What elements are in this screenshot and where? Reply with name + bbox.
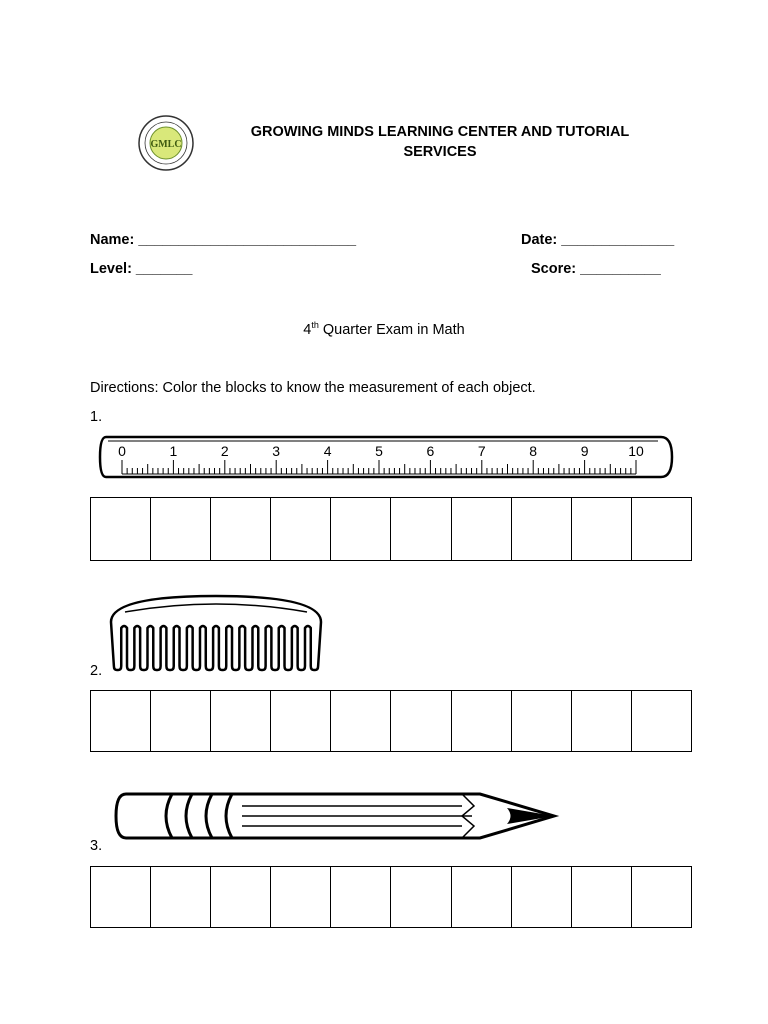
block-grid-1 bbox=[90, 497, 692, 561]
ruler-tick-label: 10 bbox=[628, 443, 644, 459]
color-block[interactable] bbox=[331, 867, 391, 927]
name-field[interactable]: Name: ___________________________ bbox=[90, 232, 357, 248]
color-block[interactable] bbox=[572, 498, 632, 560]
color-block[interactable] bbox=[452, 691, 512, 751]
ruler-tick-label: 8 bbox=[529, 443, 538, 459]
ruler-tick-label: 1 bbox=[169, 443, 178, 459]
color-block[interactable] bbox=[151, 691, 211, 751]
color-block[interactable] bbox=[391, 691, 451, 751]
school-logo bbox=[137, 114, 195, 172]
color-block[interactable] bbox=[271, 867, 331, 927]
color-block[interactable] bbox=[632, 691, 691, 751]
color-block[interactable] bbox=[271, 691, 331, 751]
color-block[interactable] bbox=[211, 498, 271, 560]
ruler-icon bbox=[96, 432, 676, 482]
color-block[interactable] bbox=[572, 867, 632, 927]
date-field[interactable]: Date: ______________ bbox=[521, 232, 675, 248]
exam-title bbox=[0, 320, 768, 338]
color-block[interactable] bbox=[452, 498, 512, 560]
color-block[interactable] bbox=[91, 498, 151, 560]
block-grid-3 bbox=[90, 866, 692, 928]
item-number-1: 1. bbox=[90, 409, 103, 425]
color-block[interactable] bbox=[391, 498, 451, 560]
color-block[interactable] bbox=[211, 691, 271, 751]
ruler-tick-label: 5 bbox=[375, 443, 383, 459]
color-block[interactable] bbox=[512, 867, 572, 927]
color-block[interactable] bbox=[211, 867, 271, 927]
color-block[interactable] bbox=[91, 691, 151, 751]
ruler-tick-label: 4 bbox=[323, 443, 332, 459]
color-block[interactable] bbox=[91, 867, 151, 927]
ruler-tick-label: 2 bbox=[220, 443, 229, 459]
item-number-2: 2. bbox=[90, 663, 103, 679]
ruler-tick-label: 7 bbox=[477, 443, 486, 459]
color-block[interactable] bbox=[391, 867, 451, 927]
color-block[interactable] bbox=[452, 867, 512, 927]
ruler-tick-label: 9 bbox=[580, 443, 589, 459]
directions-text: Directions: Color the blocks to know the measurement of each object. bbox=[90, 380, 536, 396]
color-block[interactable] bbox=[331, 498, 391, 560]
color-block[interactable] bbox=[512, 691, 572, 751]
exam-quarter-number: 4 bbox=[303, 321, 312, 338]
color-block[interactable] bbox=[512, 498, 572, 560]
ruler-tick-label: 0 bbox=[118, 443, 126, 459]
item-number-3: 3. bbox=[90, 838, 103, 854]
block-grid-2 bbox=[90, 690, 692, 752]
exam-quarter-suffix: th bbox=[311, 320, 319, 330]
color-block[interactable] bbox=[331, 691, 391, 751]
page-title: GROWING MINDS LEARNING CENTER AND TUTORIAL SERVICES bbox=[250, 124, 630, 160]
ruler-tick-label: 6 bbox=[426, 443, 435, 459]
color-block[interactable] bbox=[151, 498, 211, 560]
color-block[interactable] bbox=[572, 691, 632, 751]
level-field[interactable]: Level: _______ bbox=[90, 261, 193, 277]
ruler-tick-label: 3 bbox=[272, 443, 281, 459]
color-block[interactable] bbox=[632, 498, 691, 560]
exam-title-text: Quarter Exam in Math bbox=[318, 321, 465, 338]
pencil-icon bbox=[112, 788, 560, 844]
score-field[interactable]: Score: __________ bbox=[531, 261, 661, 277]
logo-text: GMLC bbox=[150, 139, 182, 150]
color-block[interactable] bbox=[632, 867, 691, 927]
color-block[interactable] bbox=[151, 867, 211, 927]
color-block[interactable] bbox=[271, 498, 331, 560]
comb-icon bbox=[105, 592, 327, 674]
